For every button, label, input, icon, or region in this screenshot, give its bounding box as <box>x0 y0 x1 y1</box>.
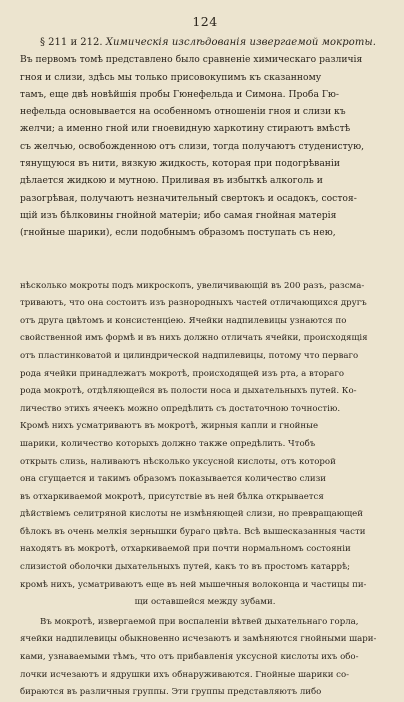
text-line: Въ первомъ томѣ представлено было сравненіе химическаго различія <box>20 54 363 66</box>
text-line: триваютъ, что она состоитъ изъ разнородныхъ частей отличающихся другъ <box>20 298 367 309</box>
text-line: рода ячейки принадлежатъ мокротѣ, происходящей изъ рта, а втораго <box>20 368 345 379</box>
section-number: § 211 и 212. <box>40 37 103 48</box>
text-line: бираются въ различныя группы. Эти группы представляютъ либо <box>20 687 322 698</box>
text-line: личество этихъ ячеекъ можно опредѣлить съ достаточною точностію. <box>20 403 341 414</box>
text-line: дѣйствіемъ селитряной кислоты не измѣняющей слизи, но превращающей <box>20 509 363 520</box>
text-line: отъ пластинковатой и цилиндрической надпилевицы, потому что перваго <box>20 350 359 361</box>
text-line: слизистой оболочки дыхательныхъ путей, какъ то въ простомъ катаррѣ; <box>20 562 351 573</box>
text-line: желчи; а именно гной или гноевидную харкотину стираютъ вмѣстѣ <box>20 123 351 135</box>
text-line: разогрѣвая, получаютъ незначительный свертокъ и осадокъ, состоя- <box>20 192 357 204</box>
text-line: она сгущается и такимъ образомъ показывается количество слизи <box>20 474 327 485</box>
text-line: тамъ, еще двѣ новѣйшія пробы Гюнефельда и Симона. Проба Гю- <box>20 88 340 100</box>
text-line: нефельда основывается на особенномъ отношеніи гноя и слизи къ <box>20 106 346 118</box>
text-line: съ желчью, освобожденною отъ слизи, тогда получаютъ студенистую, <box>20 140 365 152</box>
text-line: щій изъ бѣлковины гнойной матеріи; ибо самая гнойная матерія <box>20 209 337 221</box>
text-line: гноя и слизи, здѣсь мы только присовокупимъ къ сказанному <box>20 71 322 83</box>
text-line: нѣсколько мокроты подъ микроскопъ, увеличивающій въ 200 разъ, разсма- <box>20 280 365 291</box>
paragraph-bronchitis-sputum <box>20 614 390 702</box>
section-title: Химическія изслѣдованія извергаемой мокроты. <box>105 37 376 48</box>
text-line: ячейки надпилевицы обыкновенно исчезаютъ и замѣняются гнойными шари- <box>20 634 377 645</box>
paragraph-microscopy <box>20 278 390 612</box>
text-line: рода мокротѣ, отдѣляющейся въ полости носа и дыхательныхъ путей. Ко- <box>20 386 357 397</box>
text-line: шарики, количество которыхъ должно также опредѣлить. Чтобъ <box>20 438 316 449</box>
text-line: Кромѣ нихъ усматриваютъ въ мокротѣ, жирныя капли и гнойные <box>20 421 319 432</box>
section-heading <box>20 34 390 51</box>
text-line: отъ друга цвѣтомъ и консистенціею. Ячейки надпилевицы узнаются по <box>20 315 347 326</box>
text-line: бѣлокъ въ очень мелкія зернышки бураго цвѣта. Всѣ вышесказанныя части <box>20 526 366 537</box>
text-line: дѣлается жидкою и мутною. Приливая въ избыткѣ алкоголь и <box>20 175 323 187</box>
text-line: находятъ въ мокротѣ, отхаркиваемой при почти нормальномъ состояніи <box>20 544 351 555</box>
text-line: (гнойные шарики), если подобнымъ образомъ поступать съ нею, <box>20 227 336 239</box>
page-number: 124 <box>192 14 218 29</box>
text-line: Въ мокротѣ, извергаемой при воспаленіи вѣтвей дыхательнаго горла, <box>40 616 359 627</box>
page-gap <box>20 242 390 278</box>
text-line: ками, узнаваемыми тѣмъ, что отъ прибавленія уксусной кислоты ихъ обо- <box>20 652 359 663</box>
text-line: свойственной имъ формѣ и въ нихъ должно отличать ячейки, происходящія <box>20 333 368 344</box>
text-line: щи оставшейся между зубами. <box>134 597 276 608</box>
paragraph-chemical-tests <box>20 34 390 242</box>
text-line: открыть слизь, наливаютъ нѣсколько уксусной кислоты, отъ которой <box>20 456 336 467</box>
text-line: лочки исчезаютъ и ядрушки ихъ обнаруживаются. Гнойные шарики со- <box>20 669 350 680</box>
text-line: кромѣ нихъ, усматриваютъ еще въ ней мышечныя волоконца и частицы пи- <box>20 579 367 590</box>
text-line: въ отхаркиваемой мокротѣ, присутствіе въ ней бѣлка открывается <box>20 491 324 502</box>
text-line: тянущуюся въ нити, вязкую жидкость, которая при подогрѣваніи <box>20 158 340 170</box>
